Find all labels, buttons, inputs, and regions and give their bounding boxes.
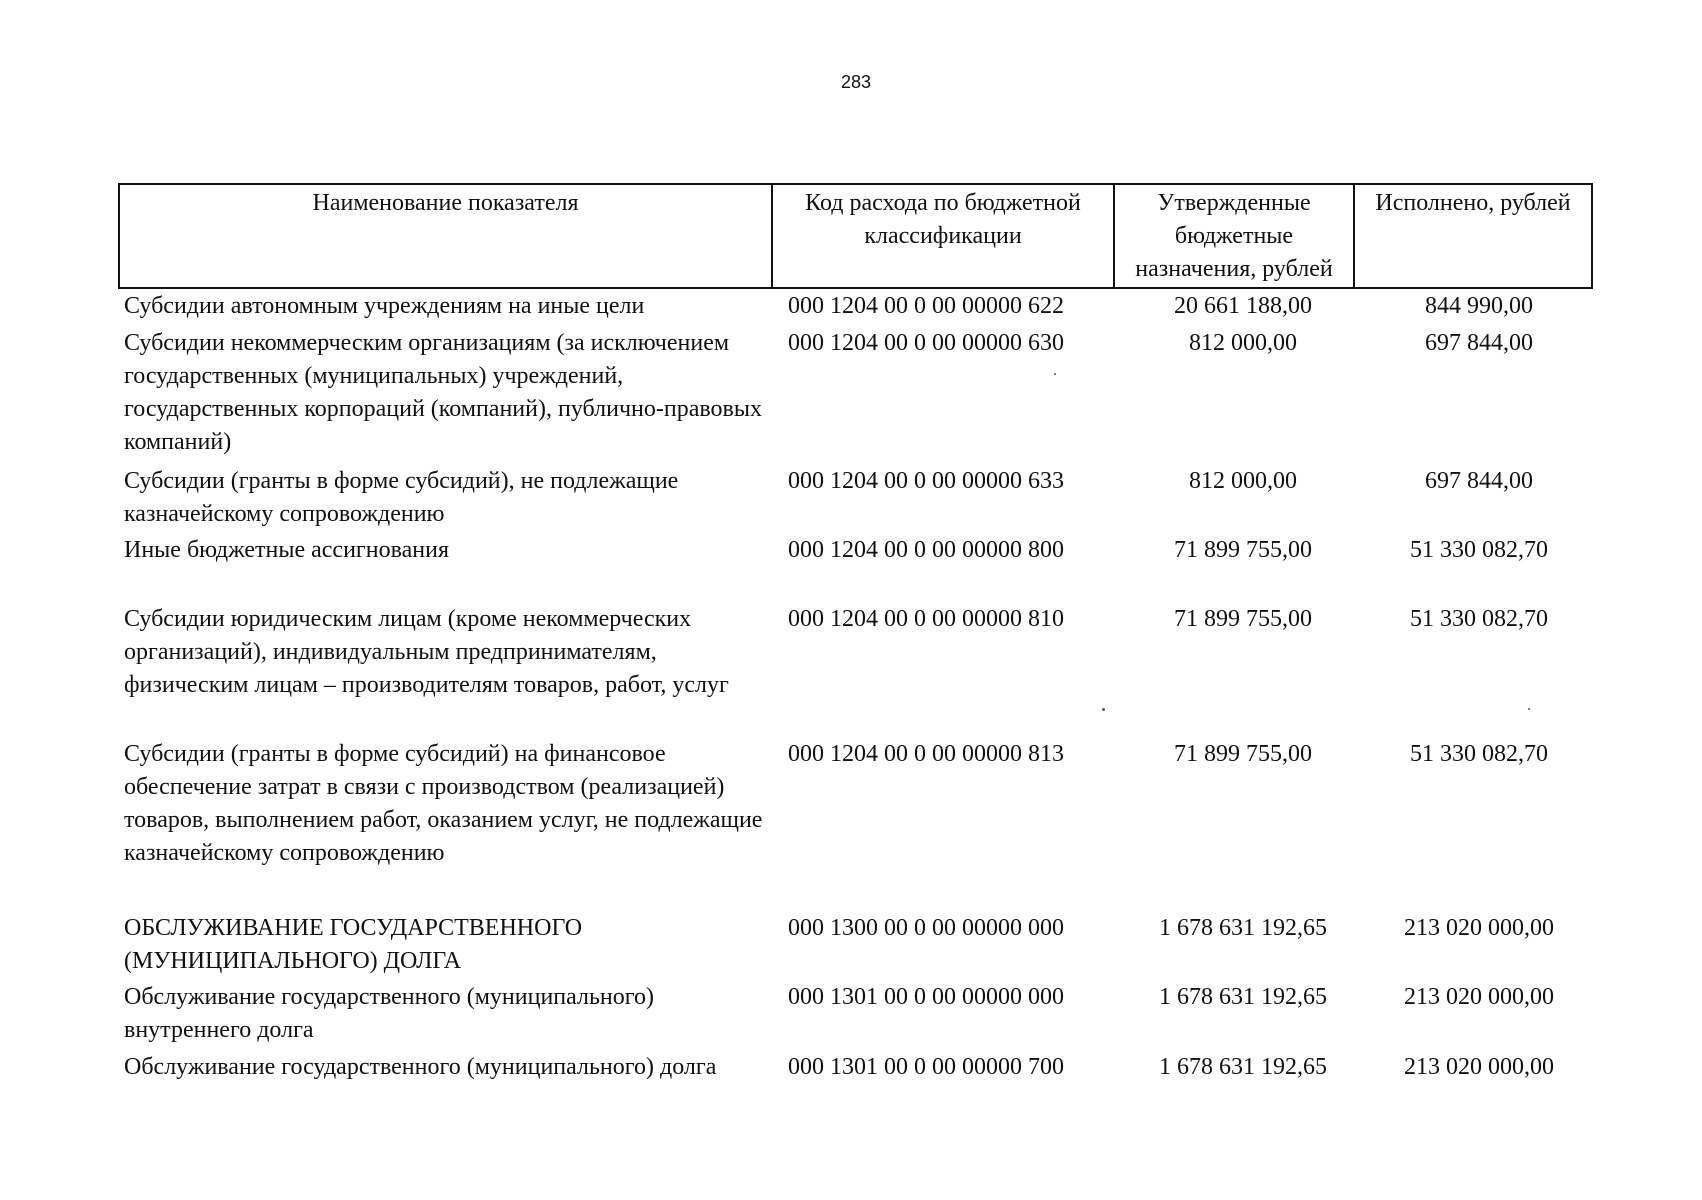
row-name: Субсидии автономным учреждениям на иные цели: [124, 293, 645, 319]
table-row: [124, 912, 1604, 981]
header-indicator-name: Наименование показателя: [120, 185, 773, 287]
row-code: 000 1204 00 0 00 00000 633: [788, 468, 1064, 494]
row-approved: 71 899 755,00: [1174, 537, 1312, 563]
row-code: 000 1204 00 0 00 00000 630: [788, 330, 1064, 356]
row-approved: 20 661 188,00: [1174, 293, 1312, 319]
row-approved: 812 000,00: [1189, 330, 1297, 356]
row-name: ОБСЛУЖИВАНИЕ ГОСУДАРСТВЕННОГО (МУНИЦИПАЛЬНОГО) ДОЛГА: [124, 915, 583, 974]
row-approved: 1 678 631 192,65: [1159, 1054, 1327, 1080]
row-code: 000 1301 00 0 00 00000 700: [788, 1054, 1064, 1080]
row-name: Субсидии (гранты в форме субсидий) на финансовое обеспечение затрат в связи с производством (реализацией) товаров, выполнением работ, оказанием услуг, не подлежащие казначейскому сопровождению: [124, 741, 763, 866]
row-code: 000 1204 00 0 00 00000 622: [788, 293, 1064, 319]
table-row: [124, 534, 1604, 603]
row-code: 000 1204 00 0 00 00000 813: [788, 741, 1064, 767]
row-name: Обслуживание государственного (муниципального) внутреннего долга: [124, 984, 655, 1043]
row-executed: 697 844,00: [1425, 330, 1533, 356]
table-row: [124, 327, 1604, 465]
table-row: [124, 290, 1604, 327]
row-approved: 1 678 631 192,65: [1159, 984, 1327, 1010]
row-name: Субсидии (гранты в форме субсидий), не подлежащие казначейскому сопровождению: [124, 468, 679, 527]
row-code: 000 1204 00 0 00 00000 800: [788, 537, 1064, 563]
header-expense-code: Код расхода по бюджетной классификации: [773, 185, 1115, 287]
row-approved: 71 899 755,00: [1174, 606, 1312, 632]
row-executed: 213 020 000,00: [1404, 1054, 1554, 1080]
row-executed: 51 330 082,70: [1410, 741, 1548, 767]
table-row: [124, 1051, 1604, 1121]
scan-speck: [1102, 708, 1105, 711]
row-name: Обслуживание государственного (муниципального) долга: [124, 1054, 717, 1080]
row-approved: 812 000,00: [1189, 468, 1297, 494]
row-executed: 51 330 082,70: [1410, 537, 1548, 563]
scan-speck: [1054, 373, 1056, 375]
row-executed: 51 330 082,70: [1410, 606, 1548, 632]
row-code: 000 1204 00 0 00 00000 810: [788, 606, 1064, 632]
table-row: [124, 465, 1604, 534]
row-name: Иные бюджетные ассигнования: [124, 537, 449, 563]
scan-speck: [1528, 708, 1530, 710]
row-executed: 844 990,00: [1425, 293, 1533, 319]
table-row: [124, 981, 1604, 1051]
table-row: [124, 738, 1604, 912]
header-approved-appropriations: Утвержденные бюджетные назначения, рублей: [1115, 185, 1355, 287]
row-approved: 1 678 631 192,65: [1159, 915, 1327, 941]
row-code: 000 1301 00 0 00 00000 000: [788, 984, 1064, 1010]
row-approved: 71 899 755,00: [1174, 741, 1312, 767]
row-name: Субсидии некоммерческим организациям (за исключением государственных (муниципальных) учреждений, государственных корпораций (компаний), публично-правовых компаний): [124, 330, 762, 455]
table-body: [124, 290, 1604, 1121]
row-name: Субсидии юридическим лицам (кроме некоммерческих организаций), индивидуальным предпринимателям, физическим лицам – производителям товаров, работ, услуг: [124, 606, 729, 698]
page-number: 283: [840, 72, 872, 92]
header-executed: Исполнено, рублей: [1375, 190, 1571, 216]
row-code: 000 1300 00 0 00 00000 000: [788, 915, 1064, 941]
table-row: [124, 603, 1604, 738]
table-header: [118, 183, 1593, 289]
row-executed: 213 020 000,00: [1404, 984, 1554, 1010]
row-executed: 697 844,00: [1425, 468, 1533, 494]
row-executed: 213 020 000,00: [1404, 915, 1554, 941]
